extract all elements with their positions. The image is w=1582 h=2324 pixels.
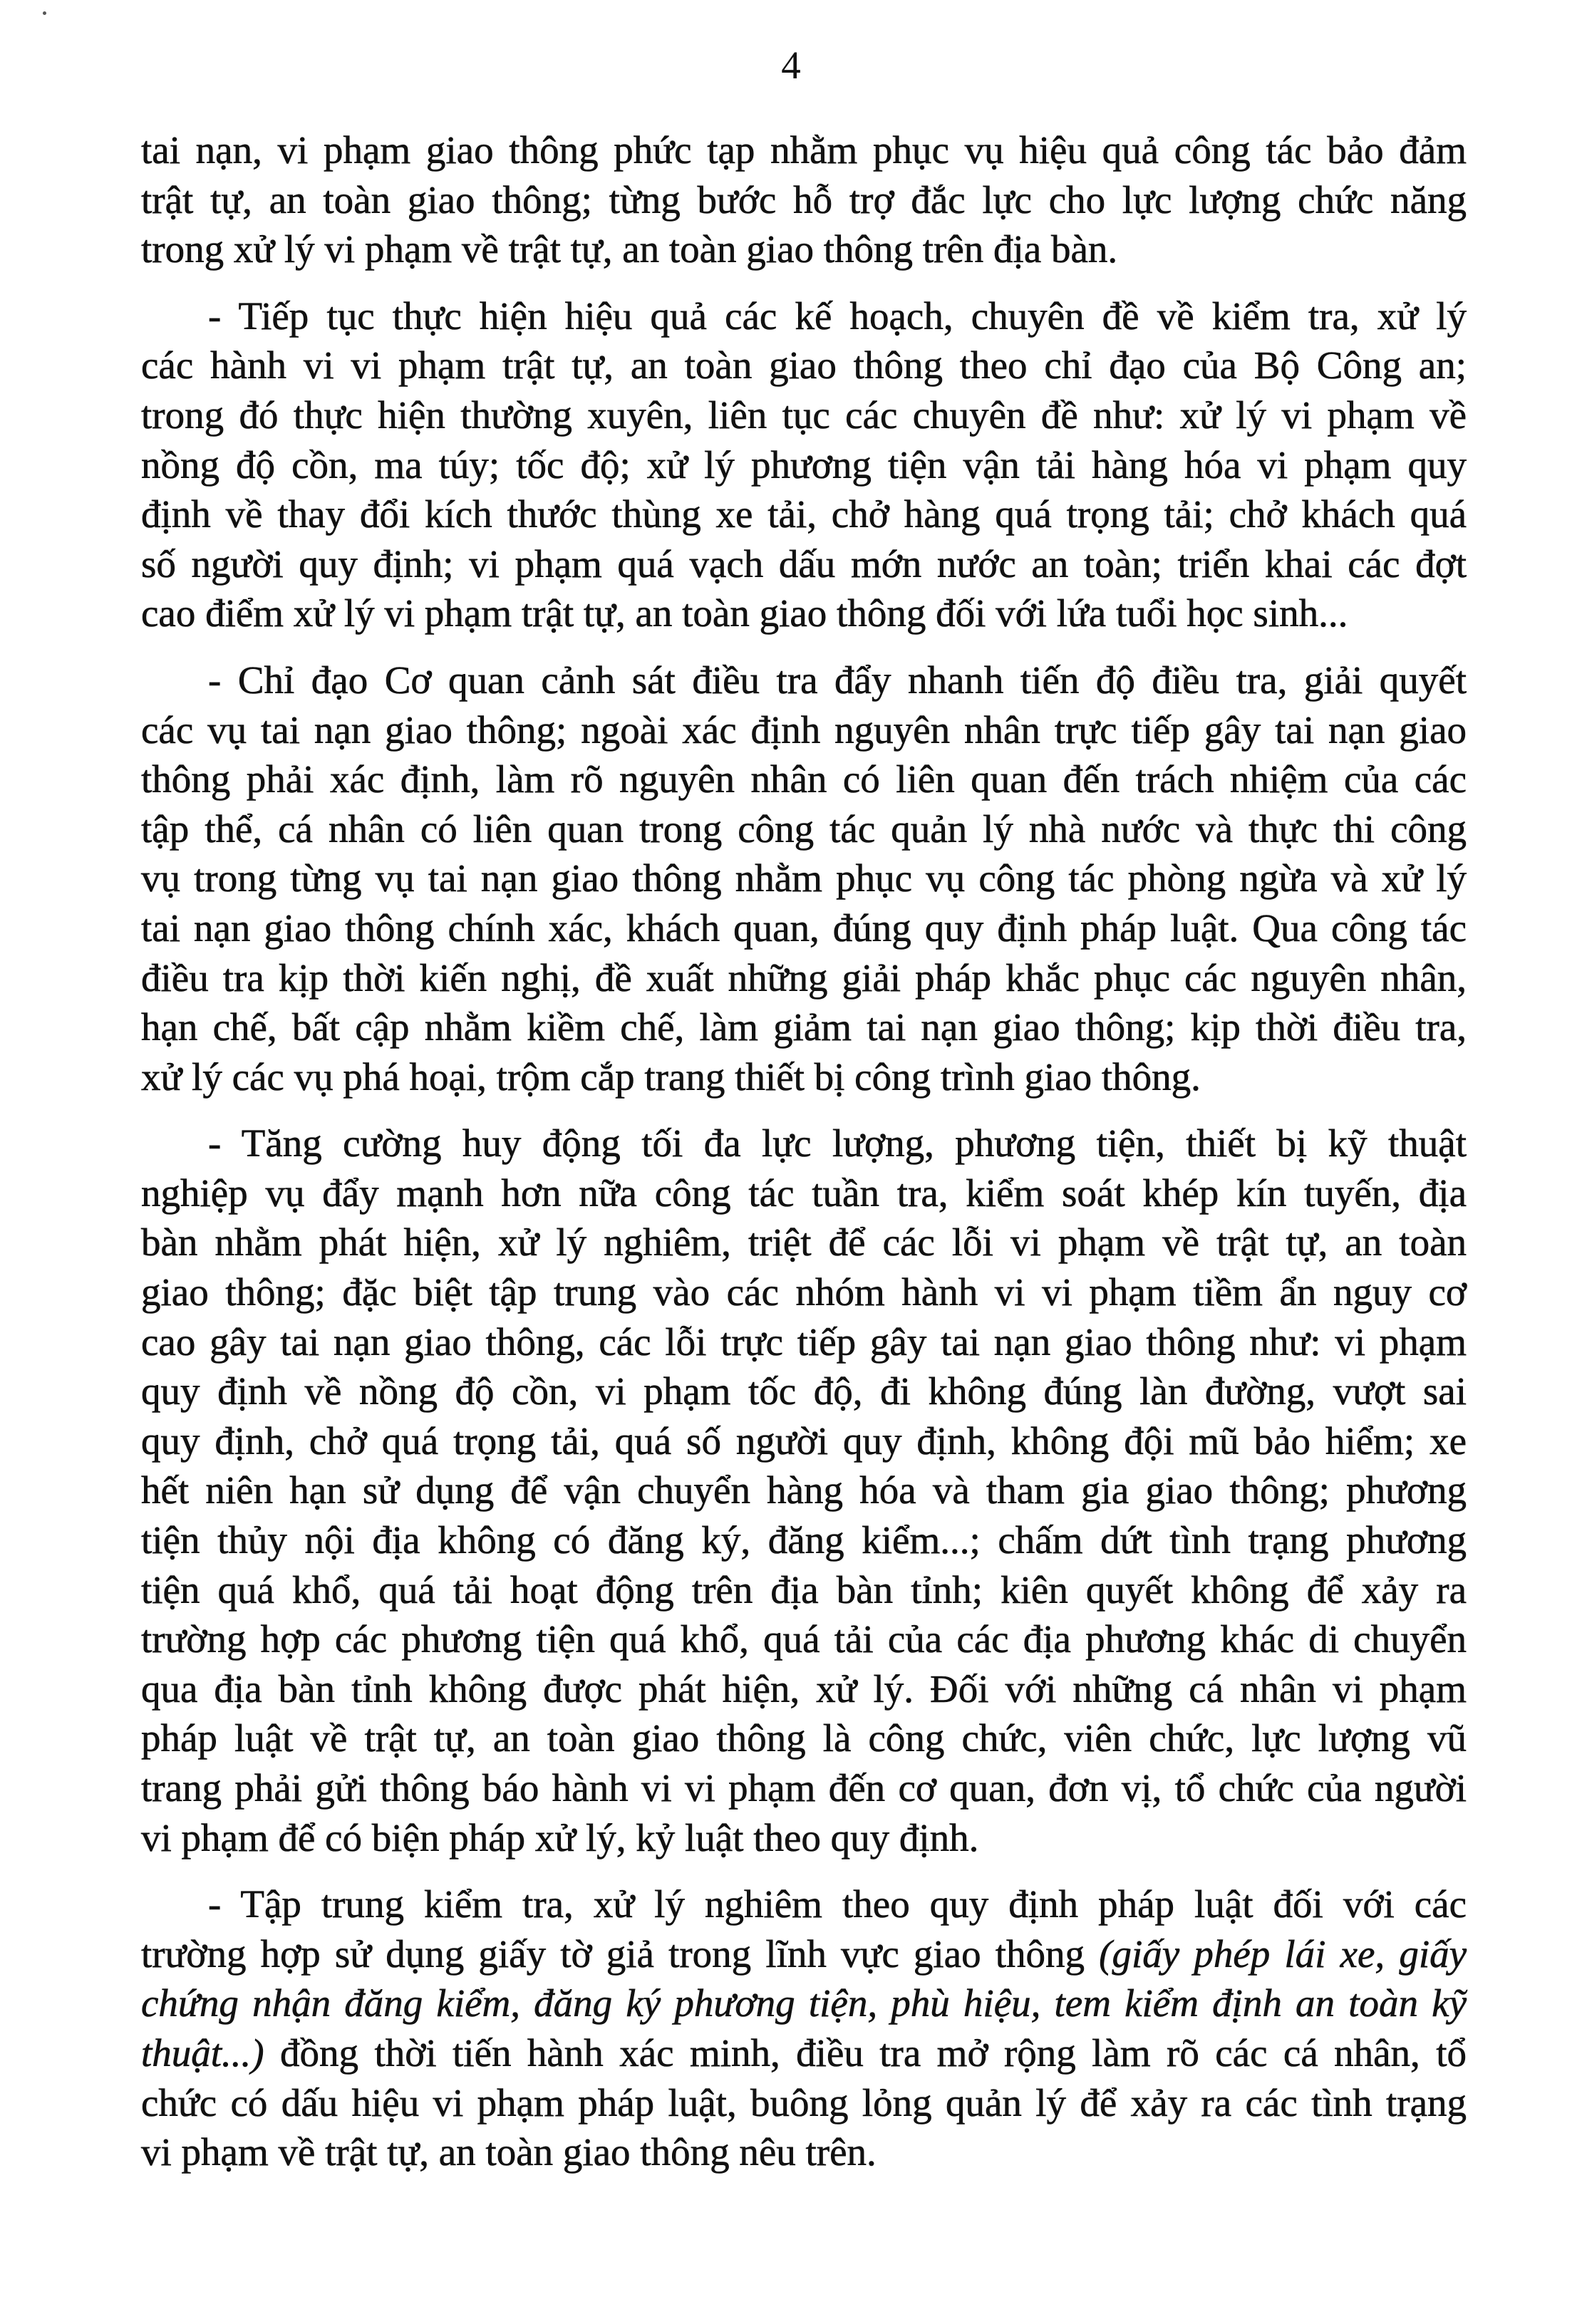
text-line: [141, 2078, 1467, 2128]
text-line: [141, 1416, 1467, 1466]
text-segment: định về thay đổi kích thước thùng xe tải, chở hàng quá trọng tải; chở khách quá: [141, 492, 1467, 536]
text-segment: trường hợp sử dụng giấy tờ giả trong lĩnh vực giao thông: [141, 1931, 1100, 1976]
text-line: [141, 175, 1467, 225]
text-line: [141, 1664, 1467, 1714]
text-line: [141, 1466, 1467, 1515]
text-line: [141, 705, 1467, 755]
italic-text: (giấy phép lái xe, giấy: [1099, 1931, 1467, 1976]
italic-text: chứng nhận đăng kiểm, đăng ký phương tiện, phù hiệu, tem kiểm định an toàn kỹ: [141, 1981, 1467, 2025]
text-line: [141, 489, 1467, 539]
text-segment: cao gây tai nạn giao thông, các lỗi trực tiếp gây tai nạn giao thông như: vi phạm: [141, 1319, 1467, 1364]
text-segment: - Chỉ đạo Cơ quan cảnh sát điều tra đẩy nhanh tiến độ điều tra, giải quyết: [208, 658, 1467, 702]
text-segment: trường hợp các phương tiện quá khổ, quá tải của các địa phương khác di chuyển: [141, 1617, 1467, 1661]
text-segment: tai nạn giao thông chính xác, khách quan, đúng quy định pháp luật. Qua công tác: [141, 906, 1467, 950]
text-segment: các hành vi vi phạm trật tự, an toàn giao thông theo chỉ đạo của Bộ Công an;: [141, 343, 1467, 388]
text-line: [141, 1002, 1467, 1052]
text-line: [141, 1813, 1467, 1863]
text-line: [141, 1565, 1467, 1615]
text-segment: đồng thời tiến hành xác minh, điều tra mở rộng làm rõ các cá nhân, tổ: [264, 2030, 1467, 2075]
text-segment: - Tiếp tục thực hiện hiệu quả các kế hoạch, chuyên đề về kiểm tra, xử lý: [208, 294, 1467, 338]
text-line: [141, 1929, 1467, 1979]
text-line: [141, 1978, 1467, 2028]
paragraph: [141, 291, 1467, 638]
text-line: [141, 1168, 1467, 1218]
text-line: [141, 903, 1467, 953]
text-line: [141, 390, 1467, 440]
text-segment: hết niên hạn sử dụng để vận chuyển hàng hóa và tham gia giao thông; phương: [141, 1468, 1467, 1513]
text-segment: pháp luật về trật tự, an toàn giao thông là công chức, viên chức, lực lượng vũ: [141, 1716, 1467, 1760]
text-line: [141, 291, 1467, 341]
text-segment: nồng độ cồn, ma túy; tốc độ; xử lý phương tiện vận tải hàng hóa vi phạm quy: [141, 442, 1467, 487]
text-segment: tiện quá khổ, quá tải hoạt động trên địa bàn tỉnh; kiên quyết không để xảy ra: [141, 1567, 1467, 1612]
text-line: [141, 1218, 1467, 1267]
text-line: [141, 1267, 1467, 1317]
text-line: [141, 539, 1467, 589]
text-line: [141, 1515, 1467, 1565]
paragraph: [141, 1879, 1467, 2177]
text-segment: xử lý các vụ phá hoại, trộm cắp trang thiết bị công trình giao thông.: [141, 1054, 1201, 1099]
text-line: [141, 1052, 1467, 1102]
text-segment: qua địa bàn tỉnh không được phát hiện, xử lý. Đối với những cá nhân vi phạm: [141, 1666, 1467, 1711]
text-line: [141, 953, 1467, 1003]
text-segment: tiện thủy nội địa không có đăng ký, đăng kiểm...; chấm dứt tình trạng phương: [141, 1518, 1467, 1562]
text-line: [141, 754, 1467, 804]
text-line: [141, 440, 1467, 490]
text-segment: các vụ tai nạn giao thông; ngoài xác định nguyên nhân trực tiếp gây tai nạn giao: [141, 707, 1467, 752]
text-line: [141, 655, 1467, 705]
text-segment: thông phải xác định, làm rõ nguyên nhân có liên quan đến trách nhiệm của các: [141, 757, 1467, 802]
document-body: [141, 125, 1467, 2194]
text-line: [141, 1614, 1467, 1664]
text-line: [141, 1763, 1467, 1813]
text-segment: hạn chế, bất cập nhằm kiềm chế, làm giảm tai nạn giao thông; kịp thời điều tra,: [141, 1005, 1467, 1049]
text-line: [141, 1366, 1467, 1416]
page-number: 4: [781, 43, 801, 87]
text-line: [141, 2028, 1467, 2078]
text-line: [141, 224, 1467, 274]
text-line: [141, 804, 1467, 854]
text-segment: trang phải gửi thông báo hành vi vi phạm đến cơ quan, đơn vị, tổ chức của người: [141, 1766, 1467, 1810]
text-segment: quy định, chở quá trọng tải, quá số người quy định, không đội mũ bảo hiểm; xe: [141, 1418, 1467, 1463]
text-segment: chức có dấu hiệu vi phạm pháp luật, buông lỏng quản lý để xảy ra các tình trạng: [141, 2080, 1467, 2125]
text-line: [141, 1713, 1467, 1763]
scan-speck: [43, 11, 46, 15]
text-segment: nghiệp vụ đẩy mạnh hơn nữa công tác tuần tra, kiểm soát khép kín tuyến, địa: [141, 1171, 1467, 1215]
text-line: [141, 341, 1467, 390]
text-line: [141, 1879, 1467, 1929]
text-segment: số người quy định; vi phạm quá vạch dấu mớn nước an toàn; triển khai các đợt: [141, 541, 1467, 586]
paragraph: [141, 655, 1467, 1101]
text-segment: trong đó thực hiện thường xuyên, liên tục các chuyên đề như: xử lý vi phạm về: [141, 393, 1467, 437]
text-segment: bàn nhằm phát hiện, xử lý nghiêm, triệt để các lỗi vi phạm về trật tự, an toàn: [141, 1220, 1467, 1265]
text-line: [141, 854, 1467, 903]
text-line: [141, 1119, 1467, 1168]
text-segment: điều tra kịp thời kiến nghị, đề xuất những giải pháp khắc phục các nguyên nhân,: [141, 955, 1467, 1000]
paragraph: [141, 125, 1467, 274]
text-segment: vụ trong từng vụ tai nạn giao thông nhằm phục vụ công tác phòng ngừa và xử lý: [141, 856, 1467, 901]
text-line: [141, 125, 1467, 175]
text-segment: trật tự, an toàn giao thông; từng bước hỗ trợ đắc lực cho lực lượng chức năng: [141, 177, 1467, 222]
text-segment: cao điểm xử lý vi phạm trật tự, an toàn giao thông đối với lứa tuổi học sinh...: [141, 591, 1348, 636]
text-segment: tai nạn, vi phạm giao thông phức tạp nhằm phục vụ hiệu quả công tác bảo đảm: [141, 128, 1467, 172]
text-segment: vi phạm về trật tự, an toàn giao thông nêu trên.: [141, 2130, 877, 2174]
text-segment: - Tăng cường huy động tối đa lực lượng, phương tiện, thiết bị kỹ thuật: [208, 1121, 1467, 1166]
text-segment: tập thể, cá nhân có liên quan trong công tác quản lý nhà nước và thực thi công: [141, 806, 1467, 851]
text-segment: trong xử lý vi phạm về trật tự, an toàn giao thông trên địa bàn.: [141, 227, 1118, 271]
italic-text: thuật...): [141, 2030, 264, 2075]
text-segment: quy định về nồng độ cồn, vi phạm tốc độ, đi không đúng làn đường, vượt sai: [141, 1369, 1467, 1413]
text-segment: - Tập trung kiểm tra, xử lý nghiêm theo quy định pháp luật đối với các: [208, 1882, 1467, 1926]
text-line: [141, 1317, 1467, 1367]
text-segment: vi phạm để có biện pháp xử lý, kỷ luật theo quy định.: [141, 1815, 979, 1859]
paragraph: [141, 1119, 1467, 1862]
text-segment: giao thông; đặc biệt tập trung vào các nhóm hành vi vi phạm tiềm ẩn nguy cơ: [141, 1270, 1467, 1314]
text-line: [141, 2127, 1467, 2177]
text-line: [141, 588, 1467, 638]
